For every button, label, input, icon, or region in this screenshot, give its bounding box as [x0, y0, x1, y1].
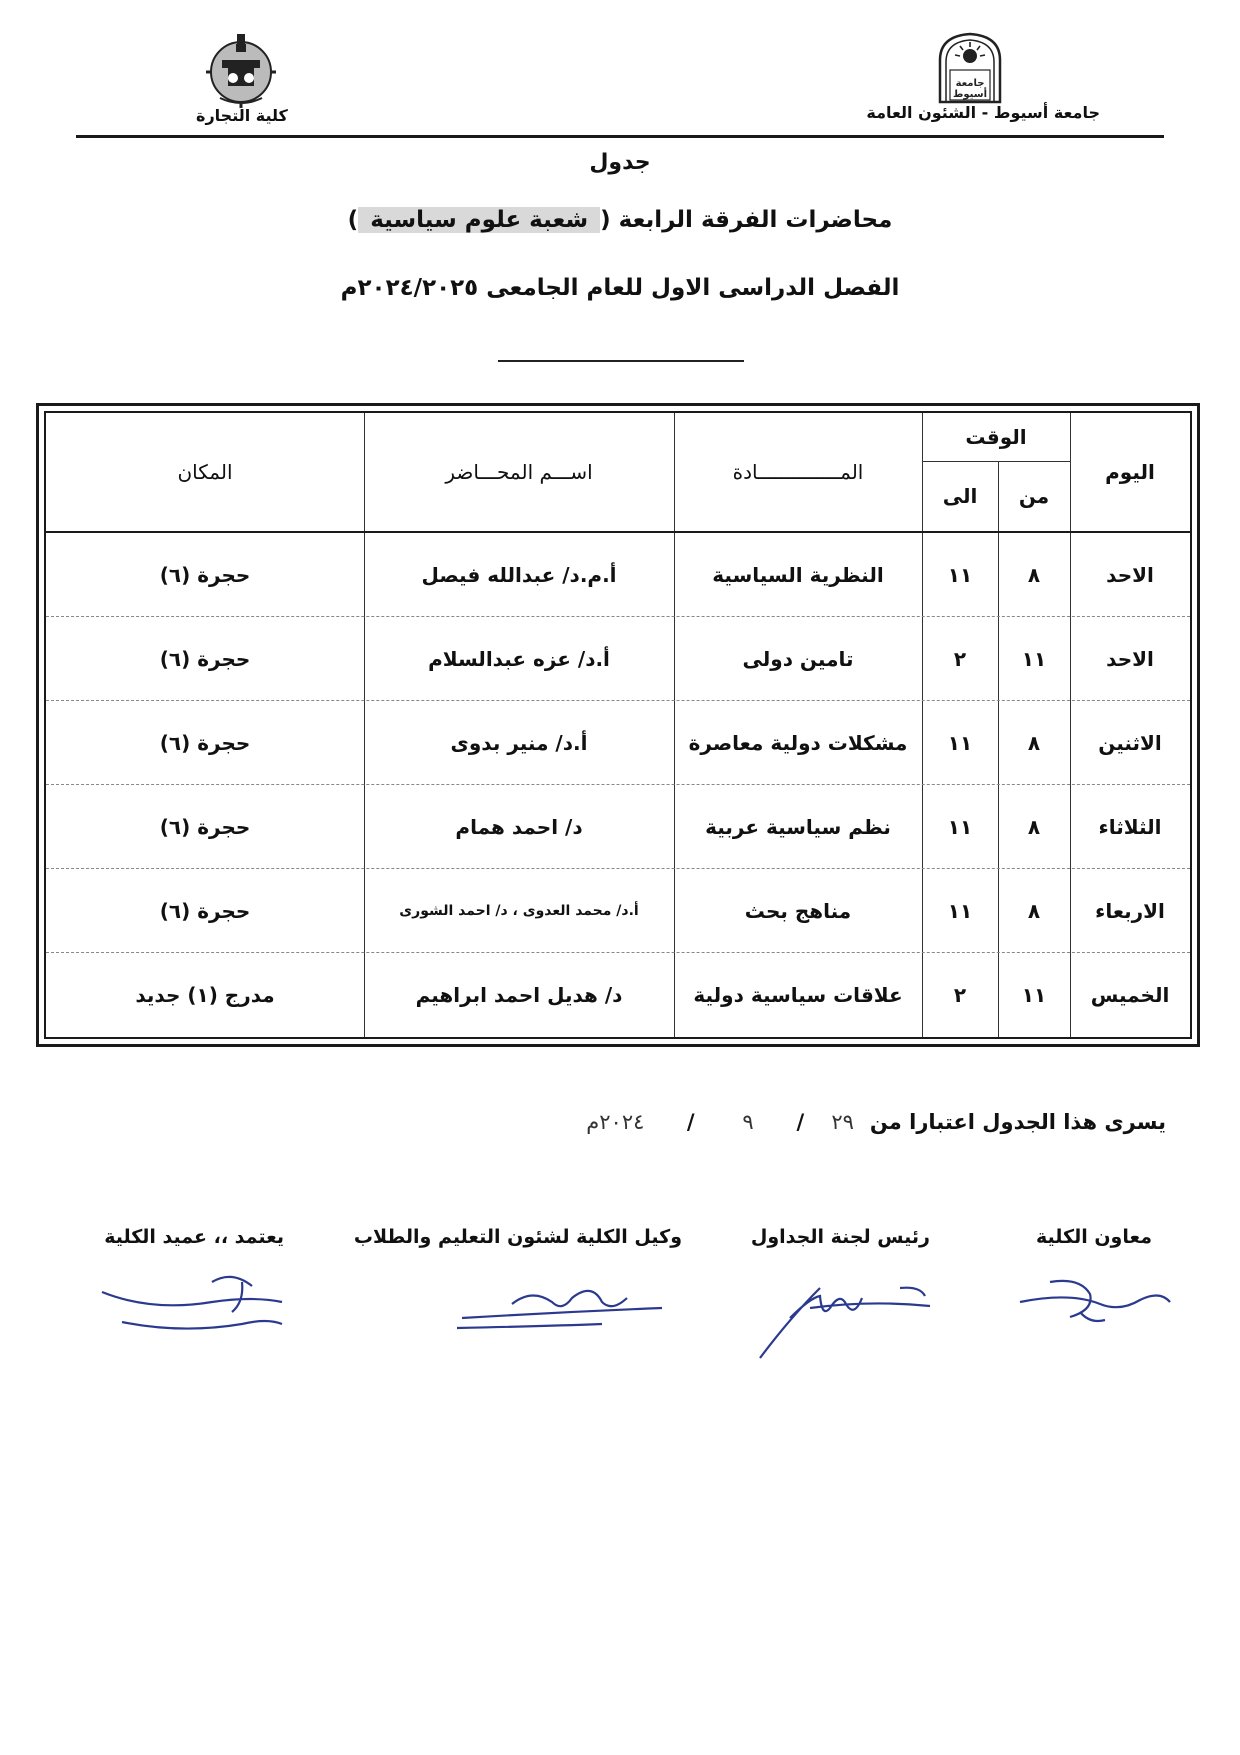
- signature-vice-dean: [452, 1268, 672, 1338]
- signature-dean: [92, 1262, 292, 1342]
- row-5-to: ١١: [947, 899, 973, 923]
- row-6-from: ١١: [1021, 983, 1047, 1007]
- svg-text:جامعة: جامعة: [955, 78, 985, 89]
- row-3-to: ١١: [947, 731, 973, 755]
- subtitle-highlight: شعبة علوم سياسية: [358, 207, 600, 233]
- subtitle-suffix: ): [347, 207, 359, 233]
- schedule-table: [44, 411, 1192, 1039]
- validity-year: ٢٠٢٤م: [586, 1110, 645, 1134]
- header-from: من: [1018, 484, 1050, 508]
- validity-line: [567, 1110, 1166, 1134]
- row-2-lecturer: أ.د/ عزه عبدالسلام: [428, 647, 610, 671]
- header-day: اليوم: [1105, 460, 1155, 484]
- row-2-to: ٢: [953, 647, 967, 671]
- university-header-text: جامعة أسيوط - الشئون العامة: [866, 103, 1100, 122]
- semester-line: الفصل الدراسى الاول للعام الجامعى ٢٠٢٤/٢٠٢٥م: [340, 275, 900, 301]
- header-subject: المــــــــــــــادة: [732, 460, 864, 484]
- row-6-day: الخميس: [1090, 983, 1170, 1007]
- row-6-lecturer: د/ هديل احمد ابراهيم: [415, 983, 623, 1007]
- row-5-subject: مناهج بحث: [744, 899, 852, 923]
- header-time: الوقت: [965, 425, 1027, 449]
- header-lecturer: اســـم المحـــاضر: [445, 460, 593, 484]
- faculty-header-text: كلية التجارة: [196, 106, 288, 125]
- row-6-to: ٢: [953, 983, 967, 1007]
- title-underline: [498, 360, 744, 362]
- row-4-day: الثلاثاء: [1098, 815, 1162, 839]
- date-separator: /: [796, 1110, 805, 1134]
- row-6-place: مدرج (١) جديد: [135, 983, 275, 1007]
- row-2-day: الاحد: [1106, 647, 1154, 671]
- signature-title-dean: يعتمد ،، عميد الكلية: [104, 1226, 284, 1248]
- row-1-from: ٨: [1027, 563, 1041, 587]
- row-1-day: الاحد: [1106, 563, 1154, 587]
- row-3-place: حجرة (٦): [159, 731, 251, 755]
- validity-label: يسرى هذا الجدول اعتبارا من: [869, 1110, 1166, 1134]
- row-4-place: حجرة (٦): [159, 815, 251, 839]
- signature-assistant: [1010, 1262, 1180, 1332]
- row-5-place: حجرة (٦): [159, 899, 251, 923]
- document-title: جدول: [589, 150, 651, 175]
- signature-schedules: [750, 1268, 950, 1368]
- row-4-from: ٨: [1027, 815, 1041, 839]
- signature-title-vice-dean: وكيل الكلية لشئون التعليم والطلاب: [353, 1226, 682, 1248]
- row-3-lecturer: أ.د/ منير بدوى: [450, 731, 588, 755]
- validity-month: ٩: [742, 1110, 754, 1134]
- row-5-day: الاربعاء: [1095, 899, 1165, 923]
- header-to: الى: [942, 484, 978, 508]
- row-1-to: ١١: [947, 563, 973, 587]
- row-5-lecturer: أ.د/ محمد العدوى ، د/ احمد الشورى: [399, 903, 639, 919]
- row-1-subject: النظرية السياسية: [712, 563, 884, 587]
- row-3-day: الاثنين: [1098, 731, 1162, 755]
- faculty-logo: [198, 28, 284, 110]
- row-2-place: حجرة (٦): [159, 647, 251, 671]
- row-4-lecturer: د/ احمد همام: [455, 815, 583, 839]
- row-5-from: ٨: [1027, 899, 1041, 923]
- header-divider: [76, 135, 1164, 138]
- row-2-subject: تامين دولى: [742, 647, 854, 671]
- signature-title-schedules: رئيس لجنة الجداول: [750, 1226, 930, 1248]
- university-logo: [930, 30, 1010, 104]
- row-4-to: ١١: [947, 815, 973, 839]
- row-1-lecturer: أ.م.د/ عبدالله فيصل: [421, 563, 617, 587]
- svg-text:أسيوط: أسيوط: [953, 89, 987, 100]
- row-4-subject: نظم سياسية عربية: [705, 815, 891, 839]
- document-subtitle: [0, 207, 1240, 233]
- date-separator: /: [686, 1110, 695, 1134]
- row-1-place: حجرة (٦): [159, 563, 251, 587]
- validity-day: ٢٩: [831, 1110, 854, 1134]
- row-6-subject: علاقات سياسية دولية: [693, 983, 903, 1007]
- header-place: المكان: [177, 460, 233, 484]
- row-2-from: ١١: [1021, 647, 1047, 671]
- subtitle-prefix: محاضرات الفرقة الرابعة (: [600, 207, 893, 233]
- signature-title-assistant: معاون الكلية: [1036, 1226, 1152, 1248]
- row-3-from: ٨: [1027, 731, 1041, 755]
- row-3-subject: مشكلات دولية معاصرة: [688, 731, 908, 755]
